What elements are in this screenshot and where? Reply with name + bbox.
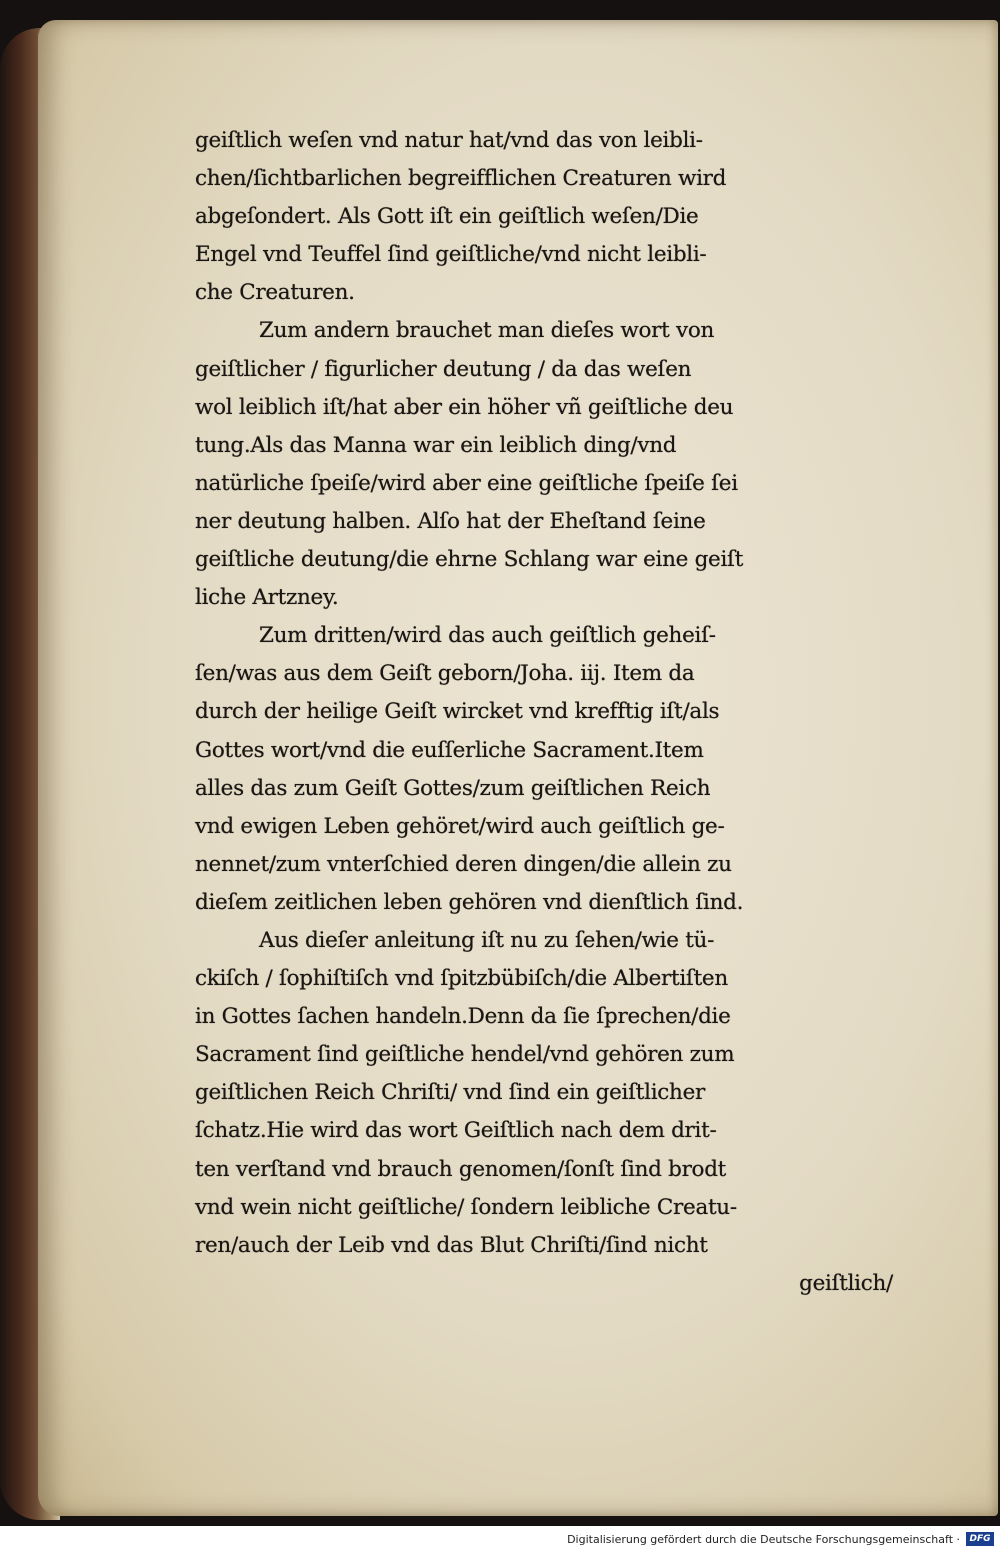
- text-line-29: vnd wein nicht geiſtliche/ ſondern leibliche Creatu-: [195, 1194, 737, 1220]
- text-line-12: geiſtliche deutung/die ehrne Schlang war eine geiſt: [195, 547, 744, 573]
- text-line-24: in Gottes ſachen handeln.Denn da ſie ſprechen/die: [195, 1004, 731, 1030]
- text-line-10: natürliche ſpeiſe/wird aber eine geiſtliche ſpeiſe ſei: [195, 470, 738, 496]
- page-text-block: [195, 122, 895, 1303]
- text-line-22: Aus dieſer anleitung iſt nu zu ſehen/wie tü-: [259, 927, 715, 953]
- text-line-7: geiſtlicher / figurlicher deutung / da das weſen: [195, 356, 692, 382]
- catchword: geiſtlich/: [799, 1270, 893, 1296]
- text-line-4: Engel vnd Teuffel ſind geiſtliche/vnd nicht leibli-: [195, 242, 707, 268]
- text-line-11: ner deutung halben. Alſo hat der Eheſtand ſeine: [195, 508, 706, 534]
- dfg-logo: DFG: [966, 1532, 994, 1546]
- text-line-26: geiſtlichen Reich Chriſti/ vnd ſind ein geiſtlicher: [195, 1080, 705, 1106]
- text-line-13: liche Artzney.: [195, 585, 339, 611]
- text-line-2: chen/ſichtbarlichen begreifflichen Creaturen wird: [195, 166, 727, 192]
- text-line-1: geiſtlich weſen vnd natur hat/vnd das von leibli-: [195, 128, 703, 153]
- text-line-9: tung.Als das Manna war ein leiblich ding/vnd: [195, 432, 677, 458]
- text-line-25: Sacrament ſind geiſtliche hendel/vnd gehören zum: [195, 1042, 735, 1068]
- text-line-30: ren/auch der Leib vnd das Blut Chriſti/ſind nicht: [195, 1232, 708, 1258]
- text-line-19: vnd ewigen Leben gehöret/wird auch geiſtlich ge-: [195, 813, 725, 839]
- text-line-18: alles das zum Geiſt Gottes/zum geiſtlichen Reich: [195, 775, 711, 801]
- text-line-5: che Creaturen.: [195, 280, 355, 306]
- text-line-15: ſen/was aus dem Geiſt geborn/Joha. iij. Item da: [195, 661, 695, 687]
- text-line-21: dieſem zeitlichen leben gehören vnd dienſtlich ſind.: [195, 889, 744, 915]
- text-line-23: ckiſch / ſophiſtiſch vnd ſpitzbübiſch/die Albertiſten: [195, 966, 728, 992]
- text-line-28: ten verſtand vnd brauch genomen/ſonſt ſind brodt: [195, 1156, 726, 1182]
- text-line-17: Gottes wort/vnd die euſſerliche Sacrament.Item: [195, 737, 704, 763]
- text-line-8: wol leiblich iſt/hat aber ein höher vñ geiſtliche deu: [195, 394, 734, 420]
- text-line-27: ſchatz.Hie wird das wort Geiſtlich nach dem drit-: [195, 1118, 717, 1144]
- funding-credit-text: Digitalisierung gefördert durch die Deutsche Forschungsgemeinschaft ·: [567, 1533, 960, 1546]
- text-line-6: Zum andern brauchet man dieſes wort von: [259, 318, 715, 344]
- text-line-3: abgeſondert. Als Gott iſt ein geiſtlich weſen/Die: [195, 204, 699, 230]
- text-line-14: Zum dritten/wird das auch geiſtlich geheiſ-: [259, 623, 716, 649]
- text-line-16: durch der heilige Geiſt wircket vnd krefftig iſt/als: [195, 699, 720, 725]
- text-line-20: nennet/zum vnterſchied deren dingen/die allein zu: [195, 851, 732, 877]
